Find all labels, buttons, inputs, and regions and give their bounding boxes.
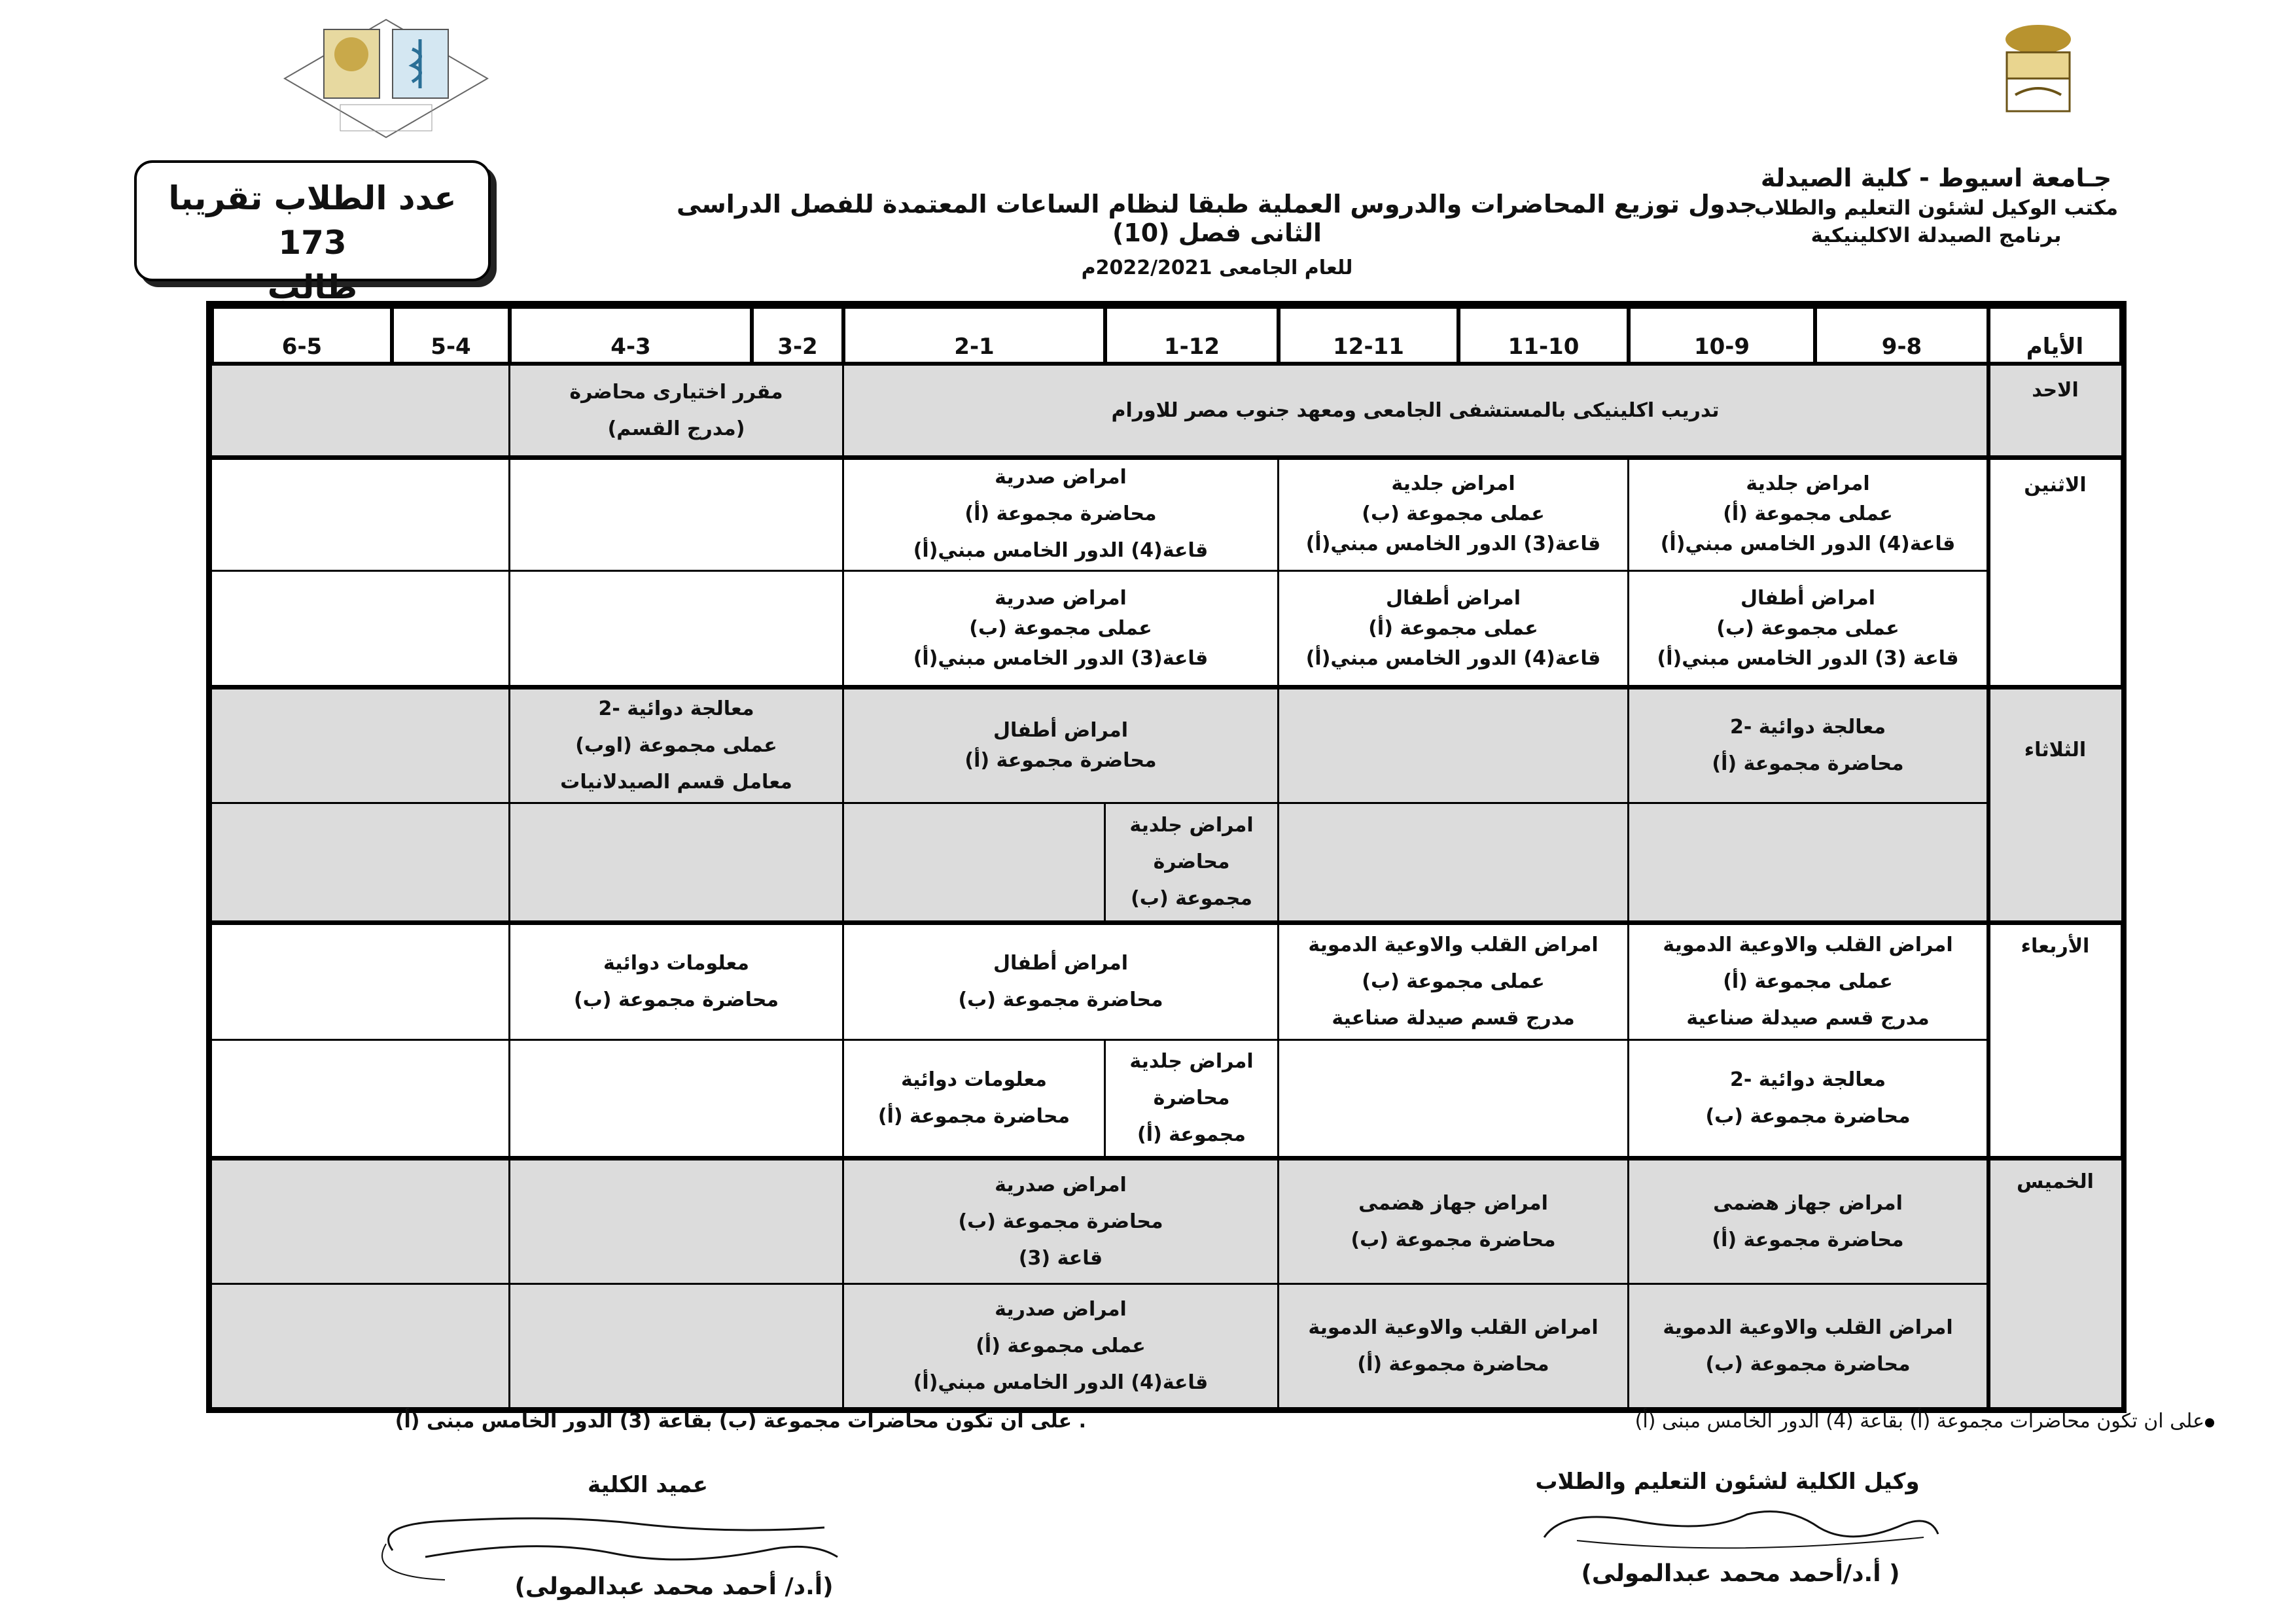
cell-text: معالجة دوائية -2 [598, 697, 754, 720]
cell-text: محاضرة مجموعة (ب) [573, 988, 779, 1011]
cell-wed1-b [1279, 925, 1627, 1039]
cell-tue1-c [844, 689, 1277, 802]
cell-text: امراض جلدية [1129, 814, 1254, 837]
cell-tue1-a [1629, 689, 1987, 802]
cell-text: قاعة(4) الدور الخامس مبني(أ) [1305, 646, 1601, 670]
title-main: جدول توزيع المحاضرات والدروس العملية طبقا لنظام الساعات المعتمدة للفصل الدراسى الثانى فصل (10) [676, 190, 1758, 247]
cell-thu1-a [1629, 1161, 1987, 1283]
cell-mon1-c [844, 459, 1277, 570]
cell-wed1-a [1629, 925, 1987, 1039]
cell-text: امراض صدرية [995, 1297, 1127, 1321]
cell-text: محاضرة مجموعة (ب) [1705, 1352, 1911, 1376]
cell-text: امراض صدرية [995, 466, 1127, 489]
cell-mon2-a [1629, 572, 1987, 685]
cell-text: (مدرج القسم) [607, 417, 745, 440]
student-count-box [134, 160, 491, 306]
student-count-line2: طالب [267, 268, 358, 306]
cell-text: عملى مجموعة (اوب) [575, 734, 777, 757]
cell-mon1-b [1279, 459, 1627, 570]
cell-sun-training [844, 364, 1987, 457]
day-thursday: الخميس [2017, 1170, 2094, 1193]
cell-text: محاضرة مجموعة (ب) [1705, 1105, 1911, 1128]
col-header-2-1: 2-1 [843, 307, 1105, 364]
cell-text: امراض القلب والاوعية الدموية [1308, 1316, 1598, 1339]
cell-text: عملى مجموعة (ب) [969, 616, 1152, 640]
cell-text: محاضرة [1153, 1087, 1230, 1109]
cell-text: قاعة(3) الدور الخامس مبني(أ) [913, 646, 1209, 670]
cell-wed1-d [510, 925, 842, 1039]
cell-text: امراض جلدية [1391, 472, 1515, 495]
cell-text: قاعة(3) الدور الخامس مبني(أ) [1305, 532, 1601, 555]
day-sunday: الاحد [2032, 379, 2079, 402]
note-group-a: على ان تكون محاضرات مجموعة (أ) بقاعة (4) الدور الخامس مبنى (أ) [1634, 1410, 2204, 1433]
col-header-3-2: 3-2 [752, 307, 843, 364]
student-count-line1: عدد الطلاب تقريبا 173 [168, 179, 457, 262]
cell-text: معامل قسم الصيدلانيات [560, 771, 792, 794]
cell-text: معالجة دوائية -2 [1729, 1068, 1886, 1091]
cell-text: تدريب اكلينيكى بالمستشفى الجامعى ومعهد جنوب مصر للاورام [1111, 399, 1720, 422]
cell-text: قاعة(4) الدور الخامس مبني(أ) [913, 539, 1209, 562]
cell-text: معلومات دوائية [603, 952, 750, 975]
cell-text: امراض أطفال [1385, 586, 1521, 610]
col-header-5-4: 5-4 [392, 307, 510, 364]
dean-name: (أ.د/ أحمد محمد عبدالمولى) [514, 1573, 834, 1600]
university-logo [1992, 20, 2084, 114]
cell-text: قاعة (3) الدور الخامس مبني(أ) [1657, 646, 1959, 670]
col-header-12-11: 12-11 [1279, 307, 1458, 364]
cell-wed2-e [1106, 1041, 1277, 1156]
cell-text: عملى مجموعة (ب) [1716, 616, 1899, 640]
cell-wed2-a [1629, 1041, 1987, 1156]
cell-text: محاضرة مجموعة (أ) [1712, 752, 1904, 775]
cell-wed1-c [844, 925, 1277, 1039]
cell-text: مجموعة (أ) [1137, 1123, 1246, 1146]
cell-text: عملى مجموعة (أ) [1368, 616, 1538, 640]
day-tuesday: الثلاثاء [2024, 739, 2087, 761]
cell-thu1-b [1279, 1161, 1627, 1283]
dean-title: عميد الكلية [588, 1472, 708, 1498]
bullet-icon [2205, 1418, 2214, 1427]
cell-text: عملى مجموعة (أ) [1723, 502, 1893, 525]
program-name: برنامج الصيدلة الاكلينيكية [1810, 224, 2062, 247]
cell-text: عملى مجموعة (ب) [1362, 502, 1545, 525]
col-header-11-10: 11-10 [1458, 307, 1629, 364]
cell-text: امراض أطفال [993, 952, 1129, 975]
col-header-days: الأيام [1988, 307, 2121, 364]
office-name: مكتب الوكيل لشئون التعليم والطلاب [1754, 196, 2119, 220]
cell-text: امراض القلب والاوعية الدموية [1308, 934, 1598, 956]
col-header-1-12: 1-12 [1105, 307, 1279, 364]
cell-thu1-c [844, 1161, 1277, 1283]
cell-text: قاعة(4) الدور الخامس مبني(أ) [913, 1370, 1209, 1394]
vice-dean-title: وكيل الكلية لشئون التعليم والطلاب [1535, 1469, 1920, 1495]
cell-text: معلومات دوائية [900, 1068, 1048, 1091]
cell-text: عملى مجموعة (أ) [1723, 970, 1893, 993]
cell-text: مجموعة (ب) [1131, 887, 1252, 910]
university-name: جـامعة اسيوط - كلية الصيدلة [1760, 164, 2112, 192]
cell-tue2-e [1106, 804, 1277, 920]
cell-wed2-f [844, 1041, 1104, 1156]
cell-text: محاضرة مجموعة (أ) [1357, 1352, 1549, 1376]
cell-text: امراض جلدية [1746, 472, 1870, 495]
cell-thu2-a [1629, 1285, 1987, 1407]
col-header-6-5: 6-5 [212, 307, 392, 364]
note-group-b: . على ان تكون محاضرات مجموعة (ب) بقاعة (3) الدور الخامس مبنى (أ) [395, 1410, 1086, 1433]
cell-text: محاضرة [1153, 850, 1230, 873]
cell-sun-elective [510, 364, 842, 457]
cell-text: قاعة(4) الدور الخامس مبني(أ) [1660, 532, 1956, 555]
cell-tue1-d [510, 689, 842, 802]
cell-text: امراض صدرية [995, 586, 1127, 610]
cell-text: محاضرة مجموعة (ب) [958, 1210, 1163, 1233]
faculty-logos [278, 16, 494, 141]
schedule-table [206, 301, 2127, 1413]
cell-mon2-b [1279, 572, 1627, 685]
cell-text: محاضرة مجموعة (أ) [964, 749, 1157, 772]
vice-dean-signature [1538, 1501, 1943, 1560]
cell-thu2-b [1279, 1285, 1627, 1407]
cell-text: معالجة دوائية -2 [1729, 716, 1886, 739]
cell-text: عملى مجموعة (ب) [1362, 970, 1545, 993]
cell-text: محاضرة مجموعة (ب) [958, 988, 1163, 1011]
cell-text: امراض جلدية [1129, 1050, 1254, 1073]
col-header-9-8: 9-8 [1815, 307, 1988, 364]
cell-text: محاضرة مجموعة (أ) [964, 502, 1157, 525]
title-year: للعام الجامعى 2022/2021م [1081, 256, 1353, 279]
cell-text: امراض جهاز هضمى [1713, 1191, 1903, 1215]
cell-mon2-c [844, 572, 1277, 685]
day-wednesday: الأربعاء [2021, 935, 2090, 958]
vice-dean-name: ( أ.د/أحمد محمد عبدالمولى) [1581, 1560, 1900, 1587]
cell-text: امراض جهاز هضمى [1358, 1191, 1548, 1215]
cell-text: محاضرة مجموعة (أ) [1712, 1228, 1904, 1251]
cell-text: محاضرة مجموعة (ب) [1351, 1228, 1556, 1251]
cell-text: عملى مجموعة (أ) [976, 1334, 1146, 1357]
cell-mon1-a [1629, 459, 1987, 570]
col-header-4-3: 4-3 [510, 307, 752, 364]
cell-text: امراض القلب والاوعية الدموية [1663, 1316, 1953, 1339]
cell-thu2-c [844, 1285, 1277, 1407]
cell-text: امراض أطفال [1740, 586, 1876, 610]
schedule-title [654, 190, 1780, 279]
cell-text: قاعة (3) [1018, 1246, 1103, 1270]
cell-text: مقرر اختيارى محاضرة [569, 381, 783, 404]
cell-text: امراض أطفال [993, 719, 1129, 742]
cell-text: امراض صدرية [995, 1173, 1127, 1196]
cell-text: محاضرة مجموعة (أ) [877, 1105, 1070, 1128]
cell-text: مدرج قسم صيدلة صناعية [1332, 1007, 1575, 1030]
cell-text: امراض القلب والاوعية الدموية [1663, 934, 1953, 956]
cell-text: مدرج قسم صيدلة صناعية [1686, 1007, 1930, 1030]
day-monday: الاثنين [2024, 474, 2087, 497]
col-header-10-9: 10-9 [1629, 307, 1815, 364]
